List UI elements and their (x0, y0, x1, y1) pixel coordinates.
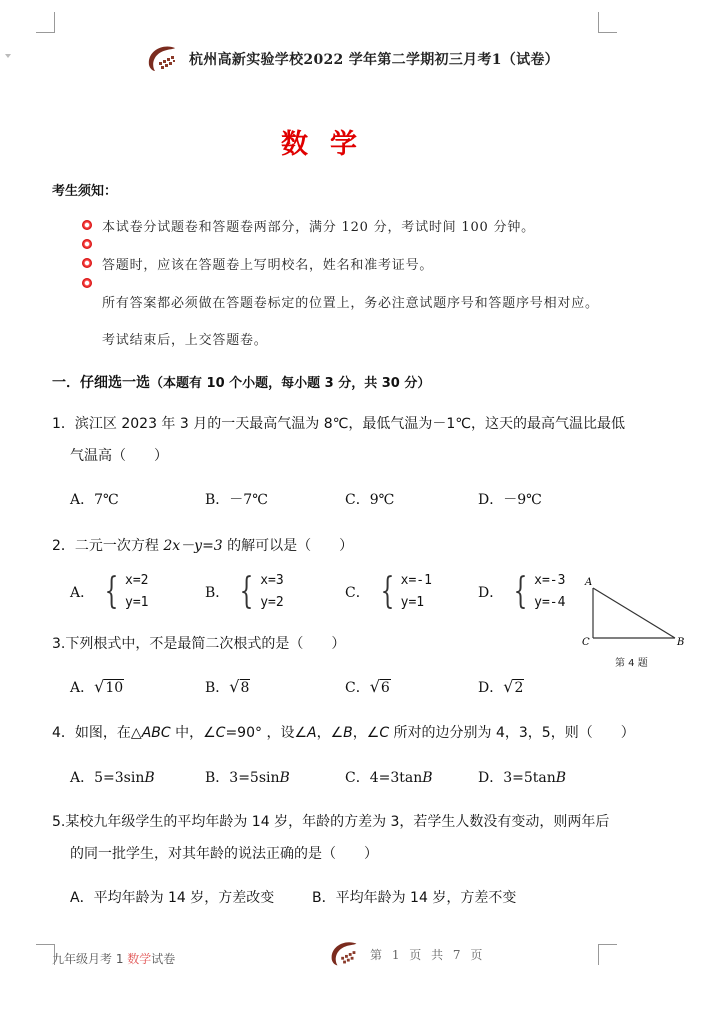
footer-text: 试卷 (151, 952, 176, 966)
figure-caption: 第 4 题 (615, 658, 648, 669)
option-text: B．3=5sin (205, 770, 280, 786)
question-2-option-c (345, 570, 432, 614)
option-label: D． (478, 680, 504, 696)
math-var: ABC (141, 725, 171, 741)
radicand: 2 (514, 680, 524, 696)
question-1-line-1: 1．滨江区 2023 年 3 月的一天最高气温为 8℃，最低气温为－1℃，这天的最高气温比最低 (52, 416, 625, 432)
option-text: A．5=3sin (70, 770, 145, 786)
school-logo-icon (145, 45, 181, 73)
question-1-option-c: C．9℃ (345, 492, 395, 508)
radicand: 10 (105, 680, 124, 696)
page-header (145, 44, 559, 74)
equation: 2x－y=3 (163, 538, 223, 554)
school-exam-title: 杭州高新实验学校2022 学年第二学期初三月考1（试卷） (189, 52, 559, 68)
question-4-option-c (345, 767, 433, 787)
math-var: C (215, 725, 226, 741)
question-3-option-d (478, 677, 524, 697)
option-label: C． (345, 680, 370, 696)
bullet-icon (82, 220, 92, 230)
question-1-line-2: 气温高（ ） (70, 448, 168, 464)
notice-item: 答题时，应该在答题卷上写明校名，姓名和准考证号。 (102, 258, 434, 273)
stem-text: 2．二元一次方程 (52, 538, 164, 554)
question-2-option-a (70, 570, 149, 614)
brace-icon: { (104, 571, 119, 612)
section-note: （本题有 10 个小题，每小题 3 分，共 30 分） (150, 376, 431, 391)
math-var: B (279, 770, 290, 786)
footer-subject: 数学 (127, 952, 152, 966)
stem-text: 中，∠ (170, 725, 216, 741)
bullet-icon (82, 239, 92, 249)
vertex-a-label: A (585, 577, 593, 588)
question-5-option-b: B．平均年龄为 14 岁，方差不变 (312, 890, 517, 906)
question-1-option-b: B．－7℃ (205, 492, 268, 508)
notice-item: 考试结束后，上交答题卷。 (102, 333, 268, 348)
option-label: D． (478, 585, 504, 601)
sqrt-expression: √ 6 (369, 677, 390, 696)
question-1-option-a: A．7℃ (70, 492, 119, 508)
page-corner-mark-bottom-right (598, 944, 617, 965)
y-value: y=1 (400, 595, 425, 610)
math-var: B (144, 770, 155, 786)
option-text: D．3=5tan (478, 770, 556, 786)
brace-icon: { (239, 571, 254, 612)
question-1-option-d: D．－9℃ (478, 492, 542, 508)
question-3-stem: 3.下列根式中，不是最简二次根式的是（ ） (52, 636, 346, 652)
brace-icon: { (513, 571, 528, 612)
brace-icon: { (380, 571, 395, 612)
triangle-figure (575, 570, 690, 670)
option-label: B． (205, 680, 230, 696)
option-label: B． (205, 585, 230, 601)
collapse-triangle-icon[interactable] (5, 54, 11, 58)
question-3-option-c (345, 677, 391, 697)
school-logo-icon (328, 940, 362, 968)
section-heading (52, 372, 430, 392)
y-value: y=-4 (534, 595, 566, 610)
page-number: 第 1 页 共 7 页 (370, 947, 486, 962)
stem-text: 的解可以是（ ） (222, 538, 354, 554)
question-4-stem (52, 722, 635, 742)
stem-text: 所对的边分别为 4，3，5，则（ ） (389, 725, 635, 741)
bullet-icon (82, 278, 92, 288)
sqrt-expression: √ 8 (229, 677, 250, 696)
question-3-option-b (205, 677, 250, 697)
y-value: y=2 (260, 595, 284, 610)
section-title: 一．仔细选一选 (52, 375, 150, 391)
option-label: A． (70, 585, 95, 601)
x-value: x=-3 (534, 573, 566, 588)
question-5-option-a: A．平均年龄为 14 岁，方差改变 (70, 890, 275, 906)
question-3-option-a (70, 677, 124, 697)
question-4-option-d (478, 767, 566, 787)
sqrt-expression: √ 2 (503, 677, 524, 696)
question-5-line-1: 5.某校九年级学生的平均年龄为 14 岁，年龄的方差为 3，若学生人数没有变动，则两年后 (52, 814, 610, 830)
subject-title: 数学 (281, 129, 379, 160)
math-var: B (555, 770, 567, 786)
question-4-option-b (205, 767, 290, 787)
page-corner-mark-top-right (598, 12, 617, 33)
option-label: C． (345, 585, 370, 601)
x-value: x=-1 (400, 573, 432, 588)
sqrt-expression: √ 10 (94, 677, 124, 696)
notice-item: 所有答案都必须做在答题卷标定的位置上，务必注意试题序号和答题序号相对应。 (102, 296, 599, 311)
math-var: B (343, 725, 353, 741)
footer-exam-name (52, 950, 175, 967)
question-2-option-b (205, 570, 284, 614)
radicand: 6 (380, 680, 390, 696)
question-4-option-a (70, 767, 155, 787)
notice-label: 考生须知： (52, 184, 118, 199)
option-text: C．4=3tan (345, 770, 423, 786)
stem-text: ，∠ (352, 725, 380, 741)
footer-text: 九年级月考 1 (52, 952, 128, 966)
x-value: x=3 (260, 573, 284, 588)
footer-page-info (328, 940, 485, 968)
bullet-icon (82, 258, 92, 268)
page-corner-mark-top-left (36, 12, 55, 33)
question-5-line-2: 的同一批学生，对其年龄的说法正确的是（ ） (70, 846, 378, 862)
option-label: A． (70, 680, 95, 696)
question-2-option-d (478, 570, 565, 614)
stem-text: ，∠ (316, 725, 344, 741)
notice-item: 本试卷分试题卷和答题卷两部分，满分 120 分，考试时间 100 分钟。 (102, 220, 535, 235)
stem-text: 4．如图，在△ (52, 725, 142, 741)
y-value: y=1 (125, 595, 149, 610)
radicand: 8 (240, 680, 250, 696)
math-var: B (422, 770, 433, 786)
vertex-b-label: B (677, 637, 685, 648)
math-var: C (379, 725, 390, 741)
stem-text: =90° ，设∠ (225, 725, 307, 741)
question-2-stem (52, 535, 353, 555)
x-value: x=2 (125, 573, 149, 588)
vertex-c-label: C (582, 637, 590, 648)
math-var: A (307, 725, 317, 741)
